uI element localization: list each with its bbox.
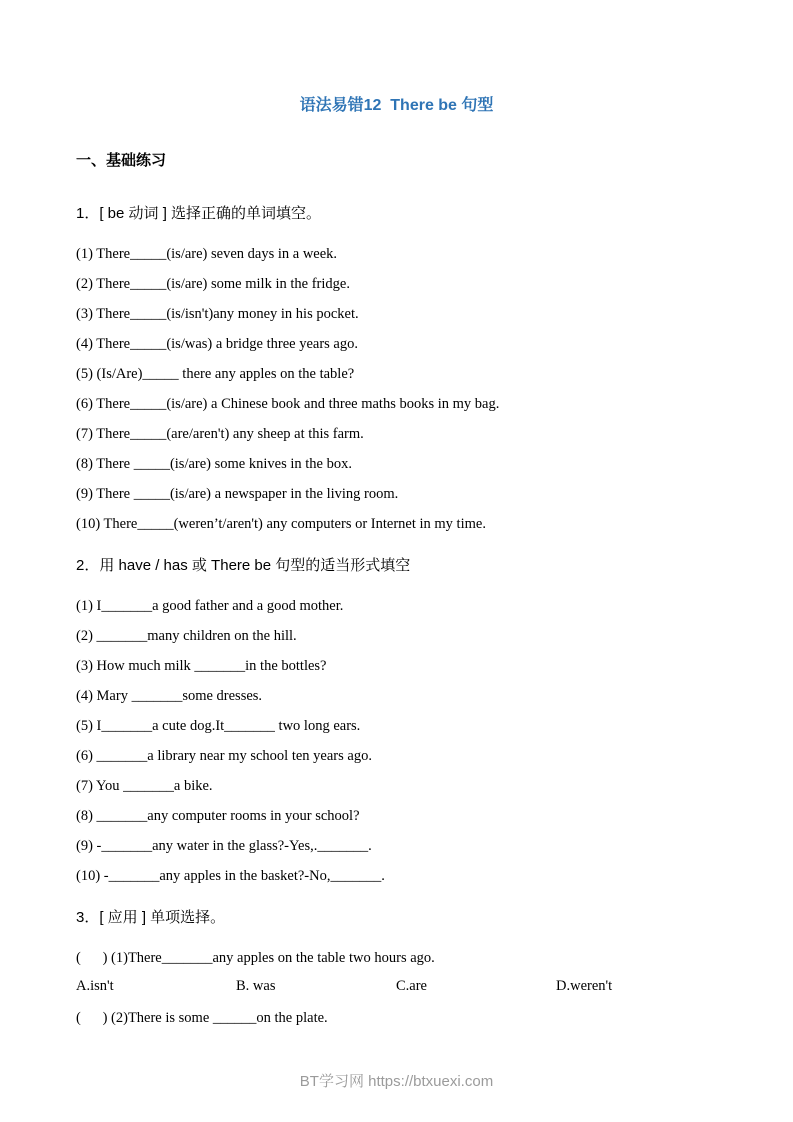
exercise-1-heading: 1．[ be 动词 ] 选择正确的单词填空。	[76, 205, 322, 222]
ex2-item-2: (2) _______many children on the hill.	[76, 628, 297, 644]
ex1-item-6: (6) There_____(is/are) a Chinese book and three maths books in my bag.	[76, 396, 500, 412]
ex2-item-10: (10) -_______any apples in the basket?-No,_______.	[76, 868, 385, 884]
ex2-item-6: (6) _______a library near my school ten years ago.	[76, 748, 372, 764]
ex2-item-1: (1) I_______a good father and a good mother.	[76, 598, 344, 614]
ex2-item-3: (3) How much milk _______in the bottles?	[76, 658, 327, 674]
ex1-item-5: (5) (Is/Are)_____ there any apples on the table?	[76, 366, 355, 382]
option-a: A.isn't	[76, 978, 114, 994]
exercise-3-heading: 3．[ 应用 ] 单项选择。	[76, 909, 226, 926]
ex2-item-9: (9) -_______any water in the glass?-Yes,._______.	[76, 838, 372, 854]
ex1-item-10: (10) There_____(weren’t/aren't) any computers or Internet in my time.	[76, 516, 486, 532]
ex1-item-8: (8) There _____(is/are) some knives in the box.	[76, 456, 352, 472]
site-watermark: BT学习网 https://btxuexi.com	[299, 1073, 494, 1090]
part-heading-basic-practice: 一、基础练习	[76, 152, 167, 169]
page-title: 语法易错12 There be 句型	[299, 97, 494, 114]
ex3-question-2-stem: ( ) (2)There is some ______on the plate.	[76, 1010, 328, 1026]
ex1-item-3: (3) There_____(is/isn't)any money in his pocket.	[76, 306, 359, 322]
exercise-2-heading: 2．用 have / has 或 There be 句型的适当形式填空	[76, 557, 411, 574]
ex1-item-2: (2) There_____(is/are) some milk in the fridge.	[76, 276, 350, 292]
ex2-item-7: (7) You _______a bike.	[76, 778, 213, 794]
ex1-item-4: (4) There_____(is/was) a bridge three years ago.	[76, 336, 358, 352]
option-b: B. was	[236, 978, 276, 994]
ex1-item-1: (1) There_____(is/are) seven days in a week.	[76, 246, 338, 262]
option-c: C.are	[396, 978, 427, 994]
ex3-question-1-stem: ( ) (1)There_______any apples on the table two hours ago.	[76, 950, 435, 966]
ex2-item-4: (4) Mary _______some dresses.	[76, 688, 263, 704]
ex2-item-8: (8) _______any computer rooms in your school?	[76, 808, 360, 824]
option-d: D.weren't	[556, 978, 613, 994]
ex2-item-5: (5) I_______a cute dog.It_______ two long ears.	[76, 718, 361, 734]
ex1-item-7: (7) There_____(are/aren't) any sheep at this farm.	[76, 426, 364, 442]
ex3-question-1-options	[76, 978, 736, 995]
ex1-item-9: (9) There _____(is/are) a newspaper in the living room.	[76, 486, 399, 502]
